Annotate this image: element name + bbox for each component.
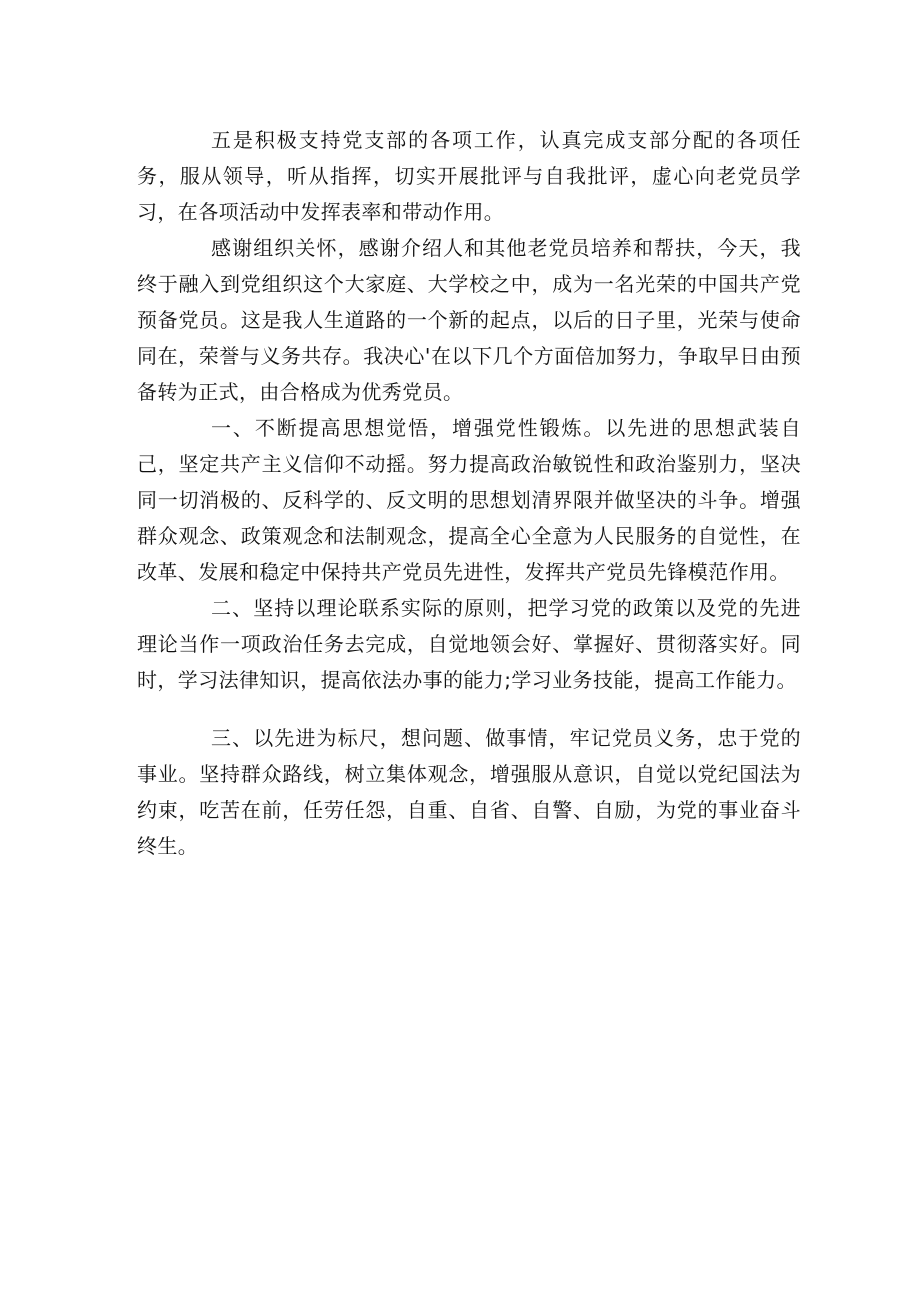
paragraph-4: 二、坚持以理论联系实际的原则，把学习党的政策以及党的先进理论当作一项政治任务去完成，自觉地领会好、掌握好、贯彻落实好。同时，学习法律知识，提高依法办事的能力;学习业务技能，提高工作能力。 bbox=[137, 596, 801, 692]
paragraph-2: 感谢组织关怀，感谢介绍人和其他老党员培养和帮扶，今天，我终于融入到党组织这个大家庭、大学校之中，成为一名光荣的中国共产党预备党员。这是我人生道路的一个新的起点，以后的日子里，光荣与使命同在，荣誉与义务共存。我决心'在以下几个方面倍加努力，争取早日由预备转为正式，由合格成为优秀党员。 bbox=[137, 236, 801, 404]
document-body bbox=[137, 122, 801, 864]
paragraph-1: 五是积极支持党支部的各项工作，认真完成支部分配的各项任务，服从领导，听从指挥，切实开展批评与自我批评，虚心向老党员学习，在各项活动中发挥表率和带动作用。 bbox=[137, 128, 801, 224]
paragraph-5: 三、以先进为标尺，想问题、做事情，牢记党员义务，忠于党的事业。坚持群众路线，树立集体观念，增强服从意识，自觉以党纪国法为约束，吃苦在前，任劳任怨，自重、自省、自警、自励，为党的事业奋斗终生。 bbox=[137, 726, 801, 858]
paragraph-3: 一、不断提高思想觉悟，增强党性锻炼。以先进的思想武装自己，坚定共产主义信仰不动摇。努力提高政治敏锐性和政治鉴别力，坚决同一切消极的、反科学的、反文明的思想划清界限并做坚决的斗争。增强群众观念、政策观念和法制观念，提高全心全意为人民服务的自觉性，在改革、发展和稳定中保持共产党员先进性，发挥共产党员先锋模范作用。 bbox=[137, 416, 801, 584]
